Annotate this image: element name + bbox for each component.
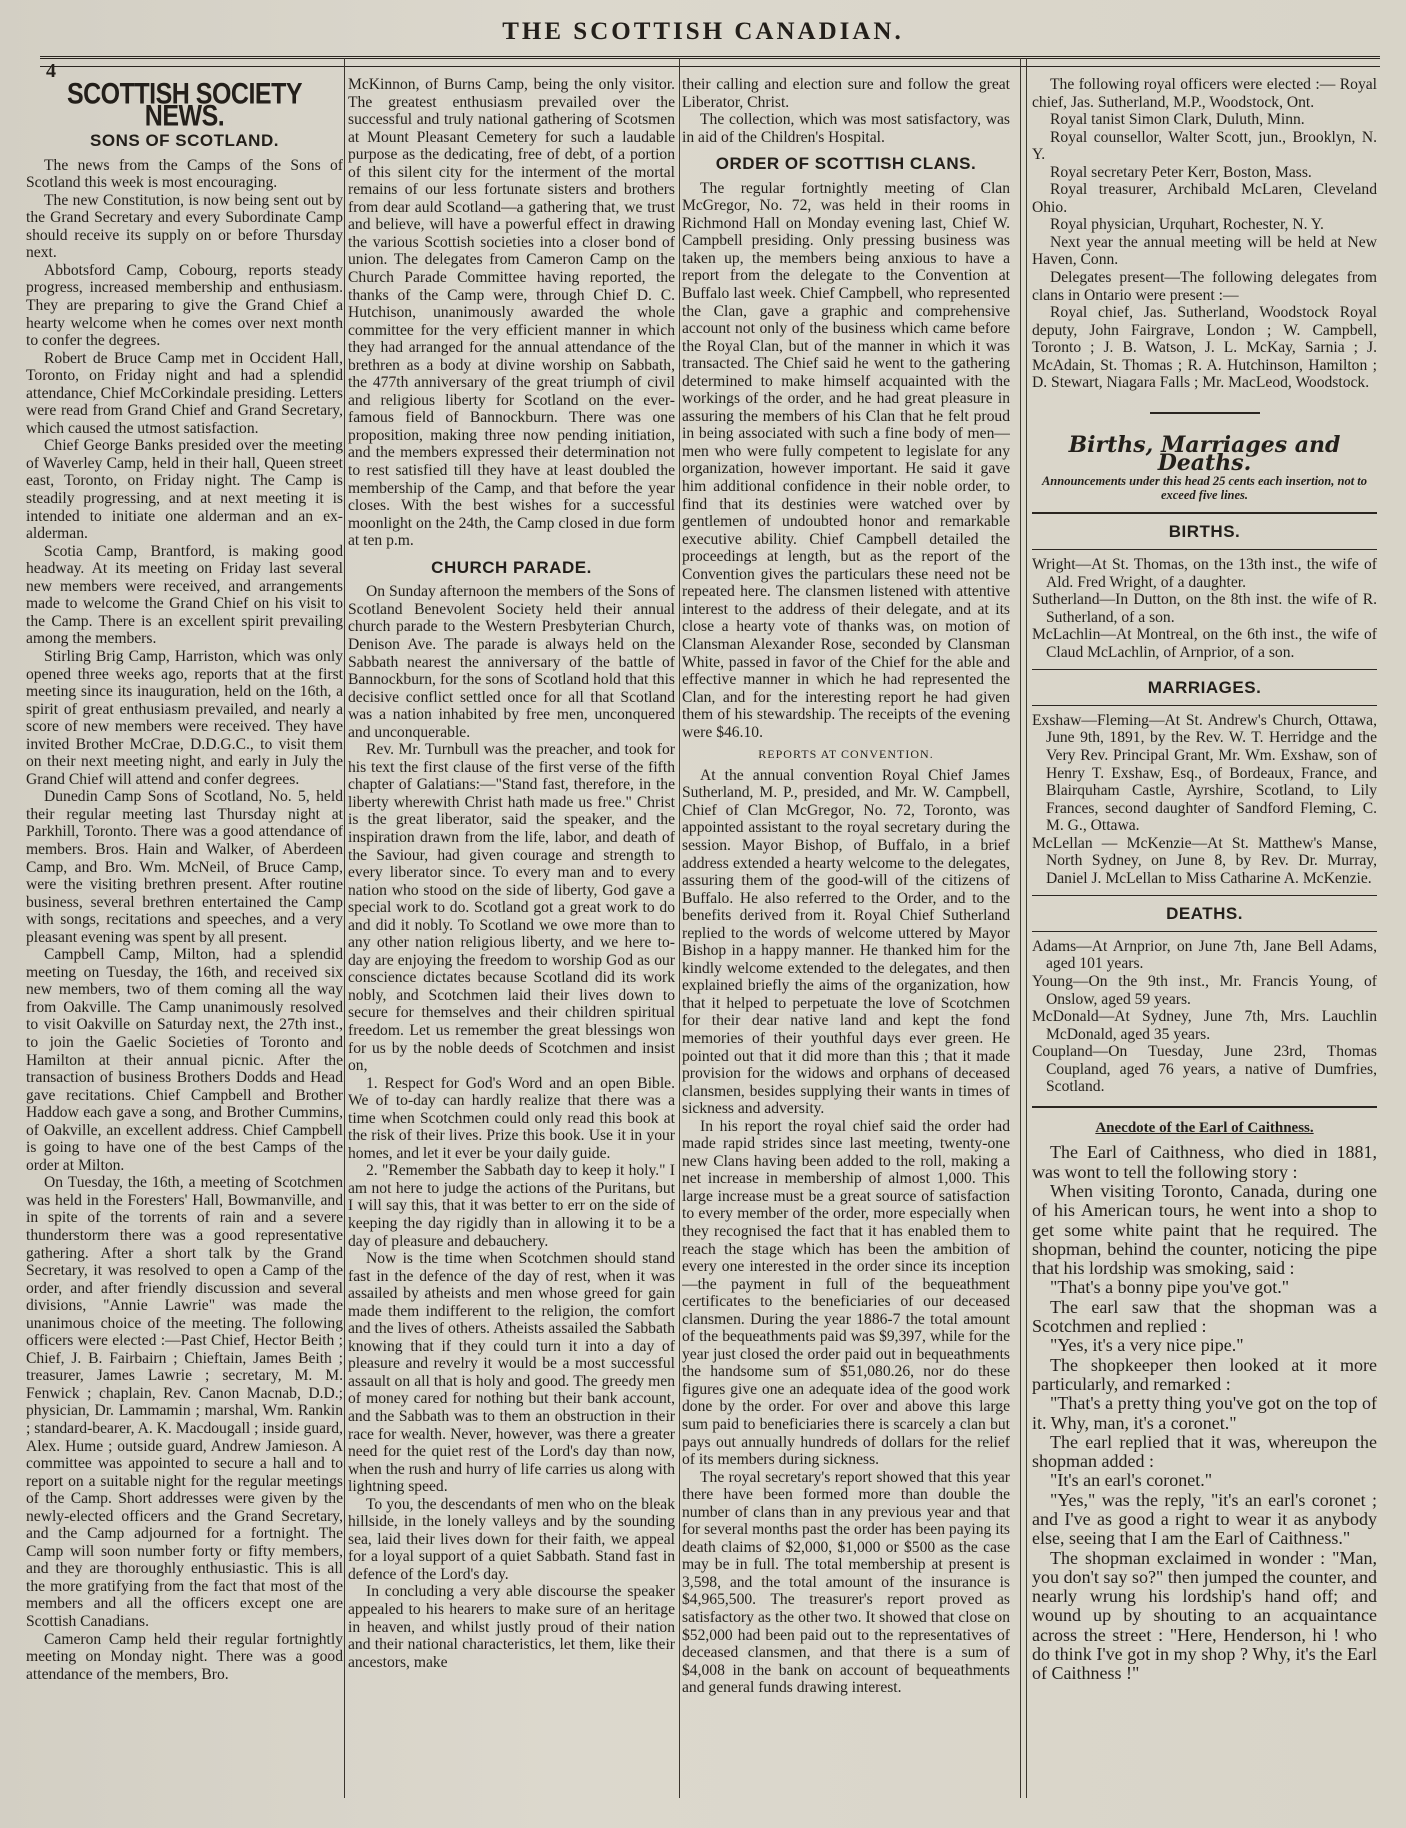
paragraph: The royal secretary's report showed that this year there have been formed more than double the number of clans than in any previous year and that for several months past the order has been paying its death claims of $2,000, $1,000 or $500 as the case may be in full. The total membership at present is 3,598, and the total amount of the insurance is $4,965,500. The treasurer's report proved as satisfactory as the other two. It showed that close on $52,000 had been paid out to the representatives of deceased clansmen, and that there is a sum of $4,008 in the bank on account of bequeathments and general funds drawing interest.	[682, 1468, 1010, 1697]
section-masthead: SCOTTISH SOCIETY NEWS.	[66, 77, 303, 132]
paragraph: The collection, which was most satisfactory, was in aid of the Children's Hospital.	[682, 111, 1010, 146]
paragraph: When visiting Toronto, Canada, during one of his American tours, he went into a shop to get some white paint that he required. The shopman, behind the counter, noticing the pipe that his lordship was smoking, said :	[1032, 1180, 1377, 1279]
deaths-heading: DEATHS.	[1166, 904, 1243, 924]
paragraph: Chief George Banks presided over the meeting of Waverley Camp, held in their hall, Queen street east, Toronto, on Friday night. The Camp is steadily progressing, and at next meeting it is intended to initiate one alderman and an ex-alderman.	[26, 437, 343, 543]
paragraph: In his report the royal chief said the order had made rapid strides since last meeting, twenty-one new Clans having been added to the roll, making a net increase in membership of almost 1,000. This large increase must be a great source of satisfaction to every member of the order, more especially when they recognised the fact that it has enabled them to reach the stage which has been the ambition of every one interested in the order since its inception—the payment in full of the bequeathment certificates to the beneficiaries of our deceased clansmen. During the year 1886-7 the total amount of the bequeathments paid was $9,397, while for the year just closed the order paid out in bequeathments the handsome sum of $51,080.26, nor do these figures give one an adequate idea of the good work done by the order. For over and above this large sum paid to beneficiaries there is scarcely a clan but pays out annually hundreds of dollars for the relief of its members during sickness.	[682, 1117, 1010, 1469]
birth-notice: McLachlin—At Montreal, on the 6th inst., the wife of Claud McLachlin, of Arnprior, of a son.	[1032, 626, 1377, 661]
paragraph: The following royal officers were elected :— Royal chief, Jas. Sutherland, M.P., Woodstock, Ont.	[1032, 76, 1377, 111]
divider	[1032, 669, 1377, 670]
paragraph: their calling and election sure and follow the great Liberator, Christ.	[682, 76, 1010, 111]
ornamental-divider	[1032, 404, 1377, 422]
divider	[1032, 895, 1377, 896]
paragraph: The earl saw that the shopman was a Scotchmen and replied :	[1032, 1296, 1377, 1337]
paragraph: The earl replied that it was, whereupon the shopman added :	[1032, 1431, 1377, 1472]
paragraph: "Yes, it's a very nice pipe."	[1050, 1335, 1244, 1356]
section-heading: ORDER OF SCOTTISH CLANS.	[715, 154, 977, 174]
paragraph: The regular fortnightly meeting of Clan McGregor, No. 72, was held in their rooms in Richmond Hall on Monday evening last, Chief W. Campbell presiding. Only pressing business was taken up, the members being anxious to have a report from the delegate to the Convention at Buffalo last week. Chief Campbell, who represented the Clan, gave a graphic and comprehensive account not only of the business which came before the Royal Clan, but of the manner in which it was transacted. The Chief said he went to the gathering determined to make himself acquainted with the workings of the order, and he had great pleasure in assuring the members of his Clan that he felt proud in being associated with such a fine body of men—men who were fully competent to legislate for any organization, however important. He said it gave him additional confidence in their noble order, to find that its destinies were watched over by gentlemen of undoubted honor and remarkable executive ability. Chief Campbell detailed the proceedings at length, but as the report of the Convention gives the particulars these need not be repeated here. The clansmen listened with attentive interest to the address of their delegate, and at its close a hearty vote of thanks was, on motion of Clansman Alexander Rose, seconded by Clansman White, passed in favor of the Chief for the able and effective manner in which he had represented the Clan, and for the interesting report he had given them of his stewardship. The receipts of the evening were $46.10.	[682, 179, 1010, 741]
header-rule-thin	[40, 66, 1380, 67]
paragraph: Rev. Mr. Turnbull was the preacher, and took for his text the first clause of the first verse of the fifth chapter of Galatians:—"Stand fast, therefore, in the liberty wherewith Christ hath made us free." Christ is the great liberator, said the speaker, and the inspiration drawn from the life, labor, and death of the Saviour, had given courage and strength to every liberator since. To every man and to every nation who stood on the side of liberty, God gave a special work to do. Scotland got a great work to do and did it nobly. To Scotland we owe more than to any other nation religious liberty, and we here to-day are enjoying the freedom to worship God as our conscience dictates because Scotland did its work nobly, and Scotchmen laid their lives down to secure for themselves and their children spiritual freedom. Let us remember the great blessings won for us by the noble deeds of Scotchmen and insist on,	[348, 741, 675, 1075]
death-notice: Young—On the 9th inst., Mr. Francis Young, of Onslow, aged 59 years.	[1032, 972, 1377, 1008]
column-rule	[344, 58, 345, 1798]
paragraph: Royal tanist Simon Clark, Duluth, Minn.	[1050, 111, 1305, 129]
section-heading: CHURCH PARADE.	[431, 557, 592, 577]
paragraph: Dunedin Camp Sons of Scotland, No. 5, held their regular meeting last Thursday night at Parkhill, Toronto. There was a good attendance of members. Bros. Hain and Walker, of Aberdeen Camp, and Bro. Wm. McNeil, of Bruce Camp, were the visiting brethren present. After routine business, several brethren entertained the Camp with songs, recitations and speeches, and a very pleasant evening was spent by all present.	[26, 788, 343, 946]
paper-title: THE SCOTTISH CANADIAN.	[502, 18, 904, 45]
paragraph: Delegates present—The following delegates from clans in Ontario were present :—	[1032, 269, 1377, 304]
paragraph: On Tuesday, the 16th, a meeting of Scotchmen was held in the Foresters' Hall, Bowmanville, and in spite of the torrents of rain and a severe thunderstorm there was a good representative gathering. After a short talk by the Grand Secretary, it was resolved to open a Camp of the order, and after friendly discussion and several divisions, "Annie Lawrie" was made the unanimous choice of the meeting. The following officers were elected :—Past Chief, Hector Beith ; Chief, J. B. Fairbairn ; Chieftain, James Beith ; treasurer, James Lawrie ; secretary, M. M. Fenwick ; chaplain, Rev. Canon Macnab, D.D.; physician, Dr. Lammamin ; marshal, Wm. Rankin ; standard-bearer, A. K. Macdougall ; inside guard, Alex. Hume ; outside guard, Andrew Jamieson. A committee was appointed to secure a hall and to report on a suitable night for the regular meetings of the Camp. Short addresses were given by the newly-elected officers and the Grand Secretary, and the Camp adjourned for a fortnight. The Camp will soon number forty or fifty members, and they are thoroughly enthusiastic. This is all the more gratifying from the fact that most of the members and all the officers except one are Scottish Canadians.	[26, 1174, 343, 1631]
header-rule	[40, 56, 1380, 59]
death-notice: Coupland—On Tuesday, June 23rd, Thomas Coupland, aged 76 years, a native of Dumfries, Scotland.	[1032, 1043, 1377, 1096]
paragraph: The Earl of Caithness, who died in 1881, was wont to tell the following story :	[1032, 1142, 1377, 1182]
paragraph: Royal treasurer, Archibald McLaren, Cleveland Ohio.	[1032, 181, 1377, 216]
marriages-heading: MARRIAGES.	[1147, 678, 1262, 698]
paragraph: "Yes," was the reply, "it's an earl's coronet ; and I've as good a right to wear it as anybody else, seeing that I am the Earl of Caithness."	[1032, 1489, 1377, 1549]
birth-notice: Wright—At St. Thomas, on the 13th inst., the wife of Ald. Fred Wright, of a daughter.	[1032, 556, 1377, 591]
paragraph: Royal chief, Jas. Sutherland, Woodstock Royal deputy, John Fairgrave, London ; W. Campbell, Toronto ; J. B. Watson, J. L. McKay, Sarnia ; J. McAdain, St. Thomas ; R. A. Hutchinson, Hamilton ; D. Stewart, Niagara Falls ; Mr. MacLeod, Woodstock.	[1032, 304, 1377, 392]
death-notice: Adams—At Arnprior, on June 7th, Jane Bell Adams, aged 101 years.	[1032, 937, 1377, 973]
divider	[1032, 931, 1377, 932]
paragraph: At the annual convention Royal Chief James Sutherland, M. P., presided, and Mr. W. Campbell, Chief of Clan McGregor, No. 72, Toronto, was appointed assistant to the royal secretary during the session. Mayor Bishop, of Buffalo, in a brief address extended a hearty welcome to the delegates, assuring them of the good-will of the citizens of Buffalo. He also referred to the Order, and to the benefits derived from it. Royal Chief Sutherland replied to the words of welcome uttered by Mayor Bishop in a happy manner. He thanked him for the kindly welcome extended to the delegates, and then explained briefly the aims of the organization, how that it helped to perpetuate the love of Scotchmen for their dear native land and kept the fond memories of their youthful days ever green. He pointed out that it did more than this ; that it made provision for the widows and orphans of deceased clansmen, besides supplying their wants in times of sickness and adversity.	[682, 766, 1010, 1118]
paragraph: "That's a pretty thing you've got on the top of it. Why, man, it's a coronet."	[1032, 1393, 1377, 1433]
paragraph: In concluding a very able discourse the speaker appealed to his hearers to make sure of an heritage in heaven, and whilst justly proud of their nation and their national characteristics, let them, like their ancestors, make	[348, 1583, 675, 1671]
paragraph: Cameron Camp held their regular fortnightly meeting on Monday night. There was a good attendance of the members, Bro.	[26, 1630, 343, 1683]
paragraph: Robert de Bruce Camp met in Occident Hall, Toronto, on Friday night and had a splendid attendance, Chief McCorkindale presiding. Letters were read from Grand Chief and Grand Secretary, which caused the utmost satisfaction.	[26, 349, 343, 437]
paragraph: "That's a bonny pipe you've got."	[1050, 1277, 1290, 1298]
paragraph: Now is the time when Scotchmen should stand fast in the defence of the day of rest, when it was assailed by atheists and men whose greed for gain made them indifferent to the religion, the comfort and the lives of others. Atheists assailed the Sabbath knowing that if they could turn it into a day of pleasure and revelry it would be a most successful assault on all that is holy and good. The greedy men of money cared for nothing but their bank account, and the Sabbath was to them an obstruction in their race for wealth. Never, however, was there a greater need for the quiet rest of the Lord's day than now, when the rush and hurry of life carries us along with lightning speed.	[348, 1250, 675, 1496]
page-number: 4	[46, 60, 56, 82]
section-heading: SONS OF SCOTLAND.	[90, 131, 279, 151]
paragraph: Stirling Brig Camp, Harriston, which was only opened three weeks ago, reports that at the first meeting since its inauguration, held on the 16th, a spirit of great enthusiasm prevailed, and nearly a score of new members were received. They have invited Brother McCrae, D.D.G.C., to visit them on their next meeting night, and early in July the Grand Chief will attend and confer degrees.	[26, 647, 343, 788]
marriage-notice: Exshaw—Fleming—At St. Andrew's Church, Ottawa, June 9th, 1891, by the Rev. W. T. Herridge and the Very Rev. Principal Grant, Mr. Wm. Exshaw, son of Henry T. Exshaw, Esq., of Bordeaux, France, and Blairquham Castle, Ayrshire, Scotland, to Lily Frances, second daughter of Sandford Fleming, C. M. G., Ottawa.	[1032, 711, 1377, 835]
divider	[1032, 549, 1377, 550]
column-2	[348, 76, 675, 1792]
marriage-notice: McLellan — McKenzie—At St. Matthew's Manse, North Sydney, on June 8, by Rev. Dr. Murray, Daniel J. McLellan to Miss Catharine A. McKenzie.	[1032, 834, 1377, 887]
paragraph: 2. "Remember the Sabbath day to keep it holy." I am not here to judge the actions of the Puritans, but I will say this, that it was better to err on the side of keeping the day rigidly than in allowing it to be a day of pleasure and debauchery.	[348, 1162, 675, 1250]
paragraph: Campbell Camp, Milton, had a splendid meeting on Tuesday, the 16th, and received six new members, two of them coming all the way from Oakville. The Camp unanimously resolved to visit Oakville on Saturday next, the 27th inst., to join the Gaelic Societies of Toronto and Hamilton at their annual picnic. After the transaction of business Brothers Dodds and Head gave recitations. Chief Campbell and Brother Haddow each gave a song, and Brother Cummins, of Oakville, an excellent address. Chief Campbell is going to have one of the best Camps of the order at Milton.	[26, 946, 343, 1174]
column-4	[1032, 76, 1377, 1792]
paragraph: 1. Respect for God's Word and an open Bible. We of to-day can hardly realize that there was a time when Scotchmen could only read this book at the risk of their lives. Prize this book. Use it in your homes, and let it ever be your daily guide.	[348, 1074, 675, 1162]
paragraph: Next year the annual meeting will be held at New Haven, Conn.	[1032, 233, 1377, 269]
paragraph: "It's an earl's coronet."	[1050, 1470, 1213, 1491]
births-heading: BIRTHS.	[1168, 522, 1241, 542]
column-1	[26, 76, 343, 1792]
column-3	[682, 76, 1010, 1792]
column-rule	[679, 58, 680, 1798]
divider	[1032, 705, 1377, 706]
anecdote-title: Anecdote of the Earl of Caithness.	[1095, 1119, 1314, 1136]
subheading: REPORTS AT CONVENTION.	[758, 747, 934, 762]
paragraph: On Sunday afternoon the members of the Sons of Scotland Benevolent Society held their annual church parade to the Western Presbyterian Church, Denison Ave. The parade is always held on the Sabbath nearest the anniversary of the battle of Bannockburn, for the sons of Scotland hold that this decisive conflict settled once for all that Scotland was a nation inhabited by free men, unconquered and unconquerable.	[348, 583, 675, 741]
paragraph: Abbotsford Camp, Cobourg, reports steady progress, increased membership and enthusiasm. They are preparing to give the Grand Chief a hearty welcome when he comes over next month to confer the degrees.	[26, 261, 343, 350]
column-rule	[1026, 58, 1027, 1798]
paragraph: Scotia Camp, Brantford, is making good headway. At its meeting on Friday last several new members were received, and arrangements made to welcome the Grand Chief on his visit to the Camp. There is an excellent spirit prevailing among the members.	[26, 542, 343, 648]
anecdote-body	[1032, 1143, 1377, 1683]
bmd-title: Births, Marriages and Deaths.	[1068, 432, 1341, 476]
paragraph: The new Constitution, is now being sent out by the Grand Secretary and every Subordinate Camp should receive its supply on or before Thursday next.	[26, 191, 343, 262]
paragraph: McKinnon, of Burns Camp, being the only visitor. The greatest enthusiasm prevailed over the successful and truly national gathering of Scotsmen at Mount Pleasant Cemetery for such a laudable purpose as the dedicating, free of debt, of a portion of this silent city for the interment of the mortal remains of our less fortunate sisters and brothers from dear auld Scotland—a gathering that, we trust and believe, will have a powerful effect in drawing the various Scottish societies into a closer bond of union. The delegates from Cameron Camp on the Church Parade Committee having reported, the thanks of the Camp were, through Chief D. C. Hutchison, unanimously awarded the whole committee for the very efficient manner in which they had arranged for the annual attendance of the brethren as a body at divine worship on Sabbath, the 477th anniversary of the great triumph of civil and religious liberty for Scotland on the ever-famous field of Bannockburn. There was one proposition, making three now pending initiation, and the members expressed their determination not to rest satisfied till they have at least doubled the membership of the Camp, and that before the year closes. With the best wishes for a successful moonlight on the 24th, the Camp closed in due form at ten p.m.	[348, 76, 675, 550]
birth-notice: Sutherland—In Dutton, on the 8th inst. the wife of R. Sutherland, of a son.	[1032, 591, 1377, 626]
divider	[1032, 1106, 1377, 1108]
paragraph: The news from the Camps of the Sons of Scotland this week is most encouraging.	[26, 156, 343, 192]
paragraph: Royal secretary Peter Kerr, Boston, Mass.	[1050, 163, 1312, 181]
paragraph: The shopkeeper then looked at it more particularly, and remarked :	[1032, 1354, 1377, 1394]
paragraph: To you, the descendants of men who on the bleak hillside, in the lonely valleys and by the sounding sea, laid their lives down for their faith, we appeal for a loyal support of a quiet Sabbath. Stand fast in defence of the Lord's day.	[348, 1495, 675, 1583]
paragraph: Royal physician, Urquhart, Rochester, N. Y.	[1050, 216, 1324, 234]
divider	[1032, 512, 1377, 514]
column-rule	[1020, 58, 1021, 1798]
paragraph: Royal counsellor, Walter Scott, jun., Brooklyn, N. Y.	[1032, 128, 1377, 164]
death-notice: McDonald—At Sydney, June 7th, Mrs. Lauchlin McDonald, aged 35 years.	[1032, 1008, 1377, 1043]
bmd-note: Announcements under this head 25 cents each insertion, not to exceed five lines.	[1041, 474, 1368, 503]
paragraph: The shopman exclaimed in wonder : "Man, you don't say so?" then jumped the counter, and nearly wrung his lordship's hand off; and wound up by shouting to an acquaintance across the street : "Here, Henderson, hi ! who do think I've got in my shop ? Why, it's the Earl of Caithness !"	[1032, 1547, 1377, 1684]
